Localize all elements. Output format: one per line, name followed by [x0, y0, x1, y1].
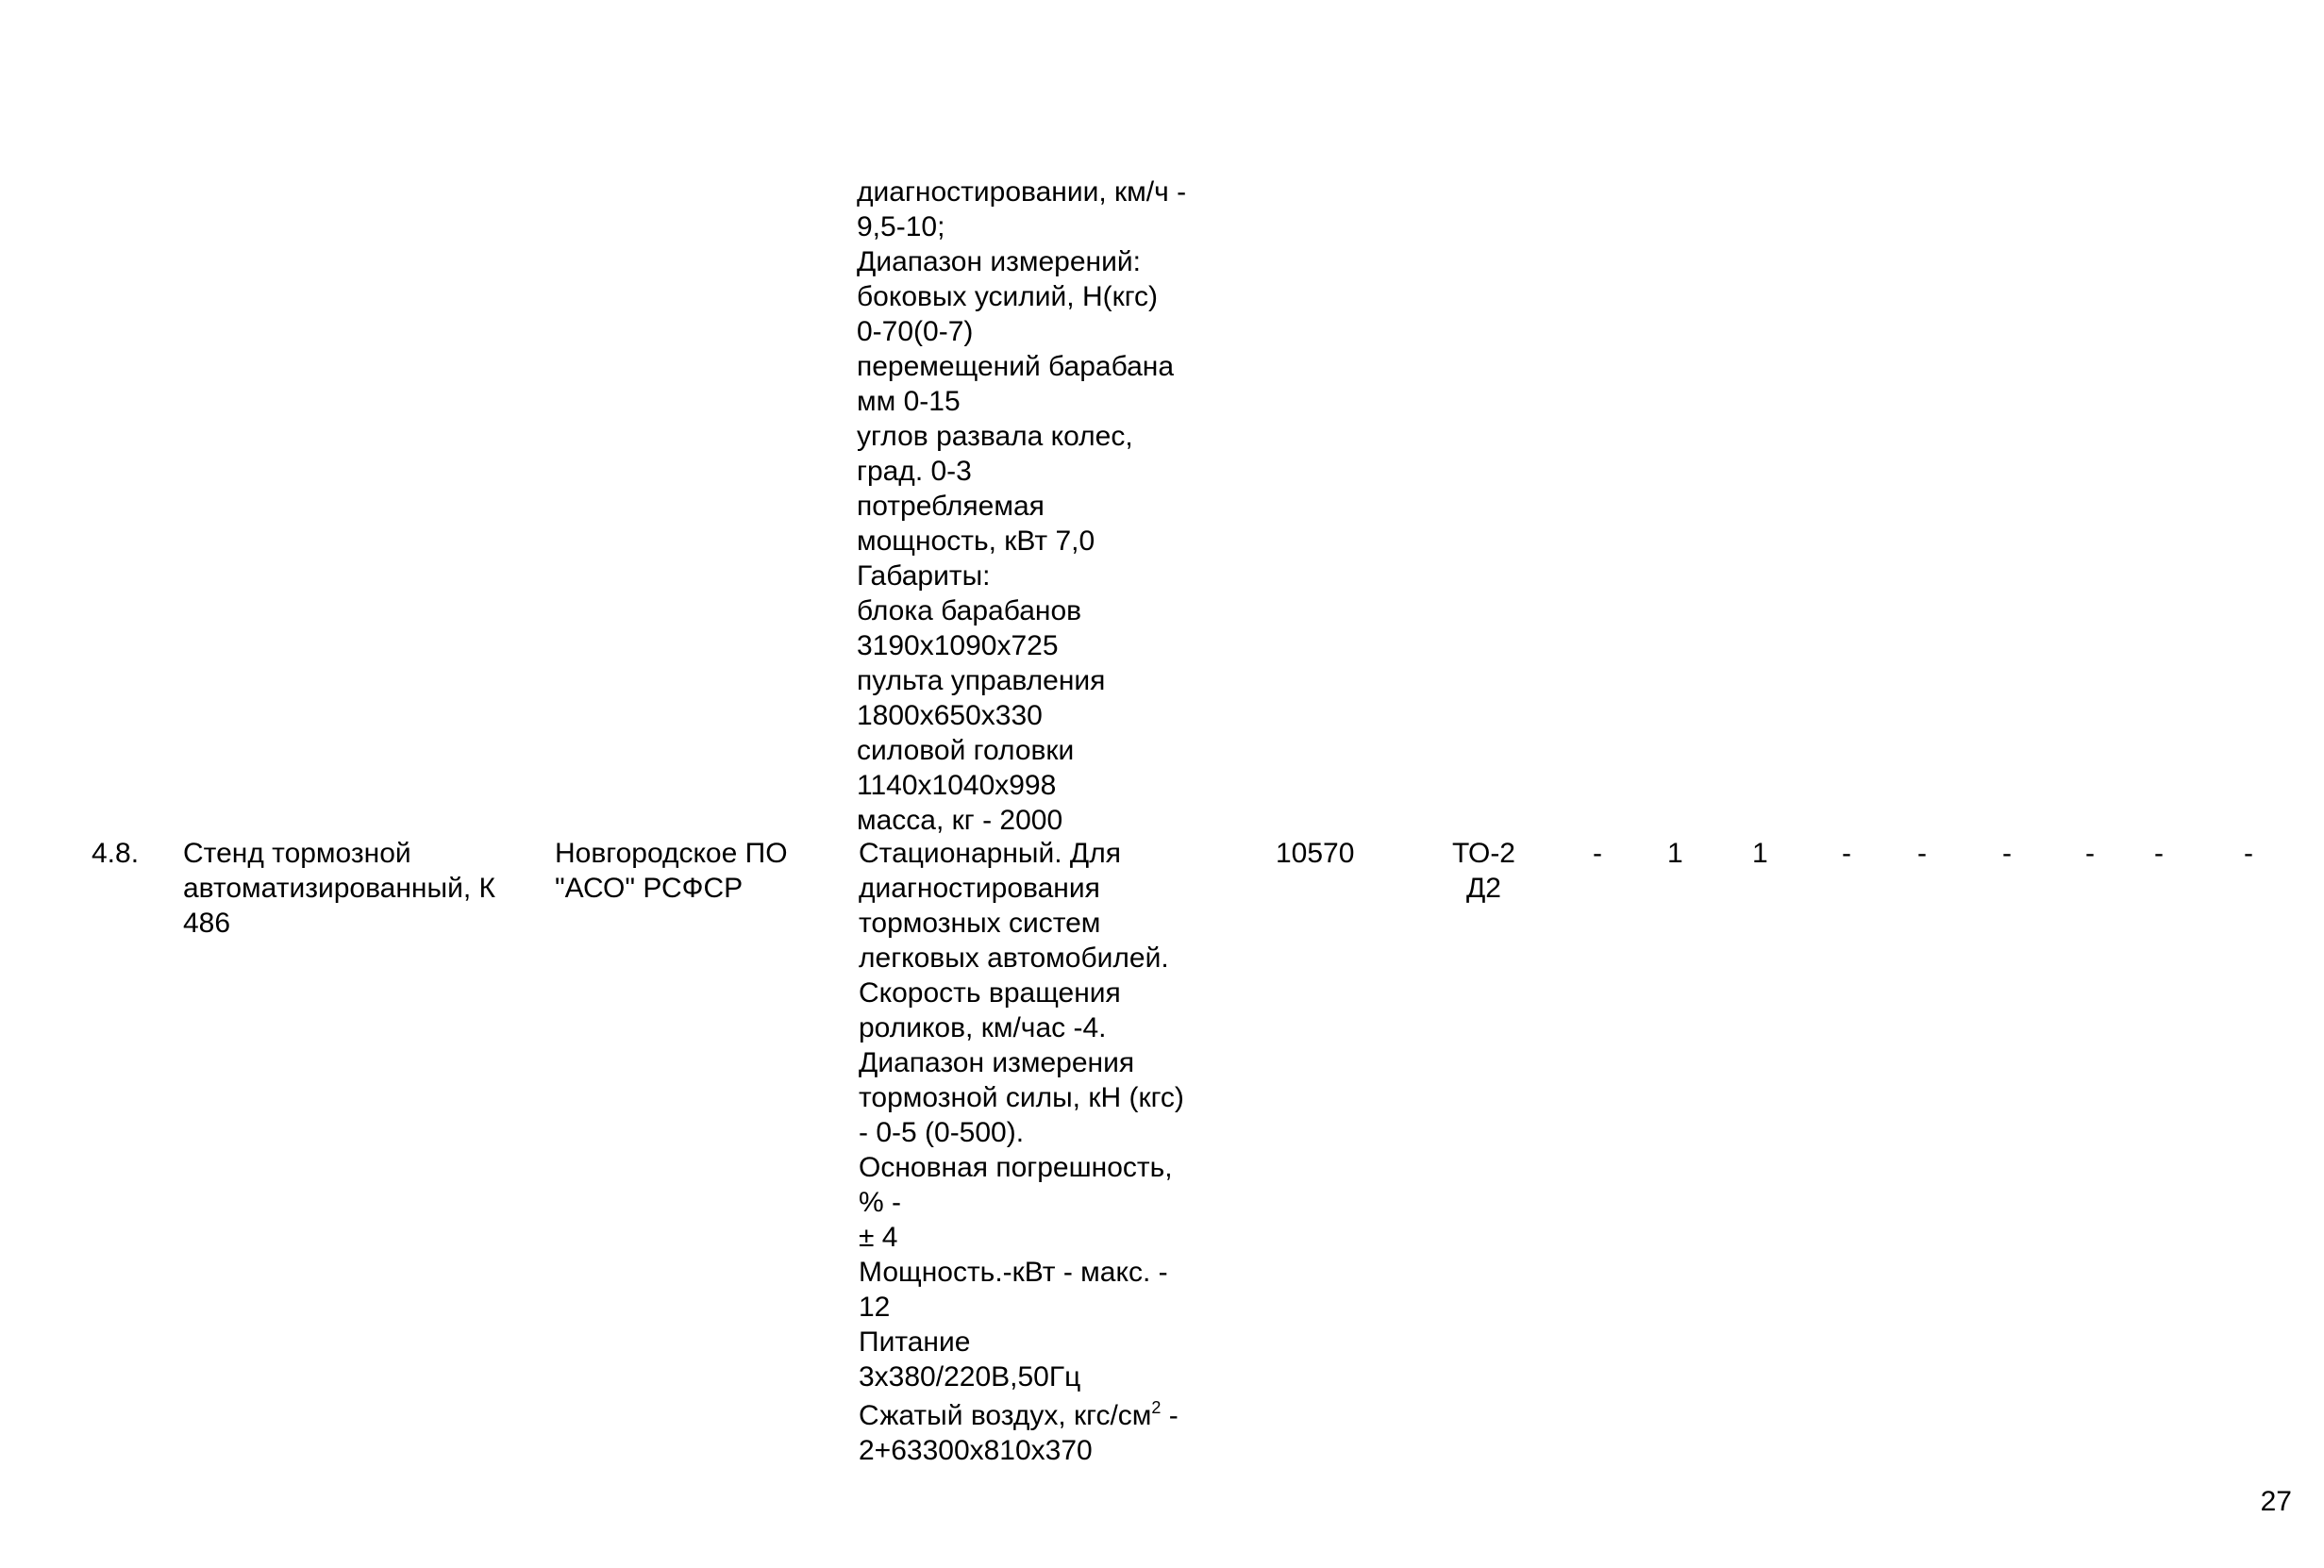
text-line: Стенд тормозной: [183, 838, 411, 869]
text-line: "АСО" РСФСР: [555, 873, 744, 904]
quantity-cell: -: [2085, 838, 2095, 869]
text-line: Габариты:: [857, 560, 991, 592]
text-line: Д2: [1465, 873, 1501, 904]
text-line: потребляемая: [857, 491, 1045, 522]
text-line: Диапазон измерений:: [857, 246, 1141, 277]
text-line: 1140х1040х998: [857, 770, 1057, 801]
text-line: блока барабанов: [857, 595, 1082, 626]
text-line: углов развала колес,: [857, 421, 1133, 452]
air-tail: -: [1161, 1400, 1179, 1431]
text-line: мощность, кВт 7,0: [857, 525, 1095, 557]
text-line: диагностирования: [859, 873, 1100, 904]
air-text: Сжатый воздух, кгс/см: [859, 1400, 1152, 1431]
quantity-cell: -: [2002, 838, 2012, 869]
text-line: 3х380/220В,50Гц: [859, 1361, 1081, 1393]
text-line: 12: [859, 1292, 891, 1323]
text-line: мм 0-15: [857, 386, 961, 417]
text-line: Скорость вращения: [859, 977, 1121, 1009]
text-line: % -: [859, 1187, 901, 1218]
text-line: тормозных систем: [859, 908, 1101, 939]
row-number: 4.8.: [92, 838, 140, 869]
text-line: град. 0-3: [857, 456, 972, 487]
text-line: Диапазон измерения: [859, 1047, 1135, 1078]
text-line: боковых усилий, Н(кгс): [857, 281, 1159, 312]
quantity-cell: -: [2244, 838, 2253, 869]
service-type: [1444, 836, 1524, 906]
text-line: Основная погрешность,: [859, 1152, 1173, 1183]
text-line: диагностировании, км/ч -: [857, 176, 1187, 208]
equipment-name: [183, 836, 495, 941]
text-line: Мощность.-кВт - макс. -: [859, 1257, 1168, 1288]
equipment-description: [859, 836, 1184, 1468]
text-line: ТО-2: [1452, 838, 1515, 869]
text-line: Стационарный. Для: [859, 838, 1121, 869]
quantity-cell: -: [1917, 838, 1927, 869]
text-line: перемещений барабана: [857, 351, 1175, 382]
text-line: роликов, км/час -4.: [859, 1012, 1107, 1043]
text-line: тормозной силы, кН (кгс): [859, 1082, 1184, 1113]
air-superscript: 2: [1151, 1398, 1162, 1417]
quantity-cell: -: [2154, 838, 2164, 869]
price: 10570: [1276, 838, 1355, 869]
text-line: масса, кг - 2000: [857, 805, 1063, 836]
text-line: Питание: [859, 1326, 971, 1358]
manufacturer: [555, 836, 788, 906]
text-line: ± 4: [859, 1222, 898, 1253]
quantity-cell: -: [1842, 838, 1851, 869]
text-line: 9,5-10;: [857, 211, 945, 242]
text-line: 0-70(0-7): [857, 316, 974, 347]
text-line: 486: [183, 908, 231, 939]
text-line: легковых автомобилей.: [859, 942, 1169, 974]
text-line: 3190х1090х725: [857, 630, 1059, 661]
text-line: - 0-5 (0-500).: [859, 1117, 1025, 1148]
text-line: силовой головки: [857, 735, 1075, 766]
text-line: 1800х650х330: [857, 700, 1043, 731]
quantity-cell: 1: [1752, 838, 1768, 869]
quantity-cell: -: [1593, 838, 1602, 869]
air-line: [859, 1398, 1184, 1433]
text-line: Новгородское ПО: [555, 838, 788, 869]
quantity-cell: 1: [1667, 838, 1683, 869]
text-line: пульта управления: [857, 665, 1106, 696]
description-continuation: [857, 175, 1186, 838]
text-line: 2+63300х810х370: [859, 1435, 1093, 1466]
page-number: 27: [2260, 1486, 2292, 1517]
text-line: автоматизированный, К: [183, 873, 495, 904]
